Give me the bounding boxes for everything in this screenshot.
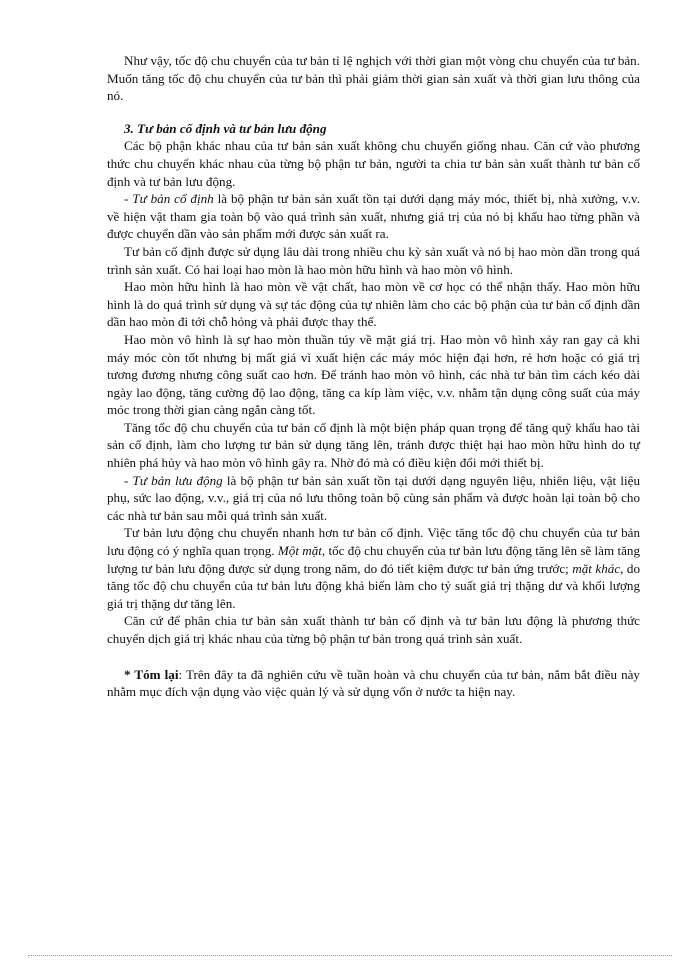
paragraph-circulating-capital-turnover	[107, 524, 640, 612]
paragraph-moral-depreciation: Hao mòn vô hình là sự hao mòn thuần túy về mặt giá trị. Hao mòn vô hình xảy ran gay cả khi máy móc còn tốt nhưng bị mất giá vì xuất hiện các máy móc hiện đại hơn, rẻ hơn hoặc có giá trị tương đương nhưng công suất cao hơn. Để tránh hao mòn vô hình, các nhà tư bản tìm cách kéo dài ngày lao động, tăng cường độ lao động, tăng ca kíp làm việc, v.v. nhằm tận dụng công suất của máy móc trong thời gian càng ngắn càng tốt.	[107, 331, 640, 418]
section-heading: 3. Tư bản cố định và tư bản lưu động	[124, 120, 327, 136]
summary-text: : Trên đây ta đã nghiên cứu về tuần hoàn và chu chuyển của tư bản, nắm bắt điều này nhằm mục đích vận dụng vào việc quản lý và sử dụng vốn ở nước ta hiện nay.	[107, 666, 640, 700]
paragraph-depreciation: Tư bản cố định được sử dụng lâu dài trong nhiều chu kỳ sản xuất và nó bị hao mòn dần trong quá trình sản xuất. Có hai loại hao mòn là hao mòn hữu hình và hao mòn vô hình.	[107, 243, 640, 277]
paragraph-summary	[107, 666, 640, 701]
term-circulating-capital: Tư bản lưu động	[132, 472, 223, 488]
paragraph-turnover-speed: Như vậy, tốc độ chu chuyển của tư bản tỉ lệ nghịch với thời gian một vòng chu chuyển của tư bản. Muốn tăng tốc độ chu chuyển của tư bản thì phải giảm thời gian sản xuất và thời gian lưu thông của nó.	[107, 53, 640, 104]
paragraph-division-basis: Căn cứ để phân chia tư bản sản xuất thành tư bản cố định và tư bản lưu động là phương thức chuyển dịch giá trị khác nhau của từng bộ phận tư bản trong quá trình sản xuất.	[107, 613, 640, 646]
text-run: , tốc độ chu chuyển của tư bản lưu động tăng lên sẽ làm tăng lượng tư bản lưu động được sử dụng trong năm, do đó tiết kiệm được tư bản ứng trước;	[107, 543, 641, 576]
bullet-dash: -	[124, 472, 133, 488]
bullet-dash: -	[124, 191, 133, 207]
paragraph-circulating-capital-definition	[107, 472, 640, 525]
summary-label: * Tóm lại	[124, 666, 179, 682]
footer-dotted-rule	[28, 955, 672, 956]
emphasis-other-hand: mặt khác	[572, 560, 621, 576]
term-fixed-capital: Tư bản cố định	[132, 191, 214, 207]
paragraph-physical-depreciation: Hao mòn hữu hình là hao mòn về vật chất, hao mòn về cơ học có thể nhận thấy. Hao mòn hữu hình là do quá trình sử dụng và sự tác động của tự nhiên làm cho các bộ phận của tư bản cố định dần dần hao mòn đi tới chỗ hỏng và phải được thay thế.	[107, 279, 640, 330]
definition-text: là bộ phận tư bản sản xuất tồn tại dưới dạng nguyên liệu, nhiên liệu, vật liệu phụ, sức lao động, v.v., giá trị của nó lưu thông toàn bộ cùng sản phẩm và được hoàn lại toàn bộ cho các nhà tư bản sau mỗi quá trình sản xuất.	[107, 472, 640, 523]
text-run: Tư bản lưu động chu chuyển nhanh hơn tư bản cố định. Việc tăng tốc độ chu chuyển của tư bản lưu động có ý nghĩa quan trọng.	[107, 525, 640, 559]
text-run: , do tăng tốc độ chu chuyển của tư bản lưu động khả biến làm cho tỷ suất giá trị thặng dư và khối lượng giá trị thặng dư tăng lên.	[107, 560, 641, 611]
paragraph-intro: Các bộ phận khác nhau của tư bản sản xuất không chu chuyển giống nhau. Căn cứ vào phương thức chu chuyển khác nhau của từng bộ phận tư bản, người ta chia tư bản sản xuất thành tư bản cố định và tư bản lưu động.	[107, 138, 640, 189]
definition-text: là bộ phận tư bản sản xuất tồn tại dưới dạng máy móc, thiết bị, nhà xưởng, v.v. về hiện vật tham gia toàn bộ vào quá trình sản xuất, nhưng giá trị của nó bị khấu hao từng phần và được chuyển dần vào sản phẩm mới được sản xuất ra.	[107, 191, 640, 242]
emphasis-one-hand: Một mặt	[277, 543, 322, 559]
paragraph-fixed-capital-turnover: Tăng tốc độ chu chuyển của tư bản cố định là một biện pháp quan trọng để tăng quỹ khấu hao tài sản cố định, làm cho lượng tư bản sử dụng tăng lên, tránh được thiệt hại hao mòn hữu hình do tự nhiên phá hủy và hao mòn vô hình gây ra. Nhờ đó mà có điều kiện đổi mới thiết bị.	[107, 419, 640, 471]
paragraph-fixed-capital-definition	[107, 190, 640, 243]
document-page	[107, 52, 640, 701]
